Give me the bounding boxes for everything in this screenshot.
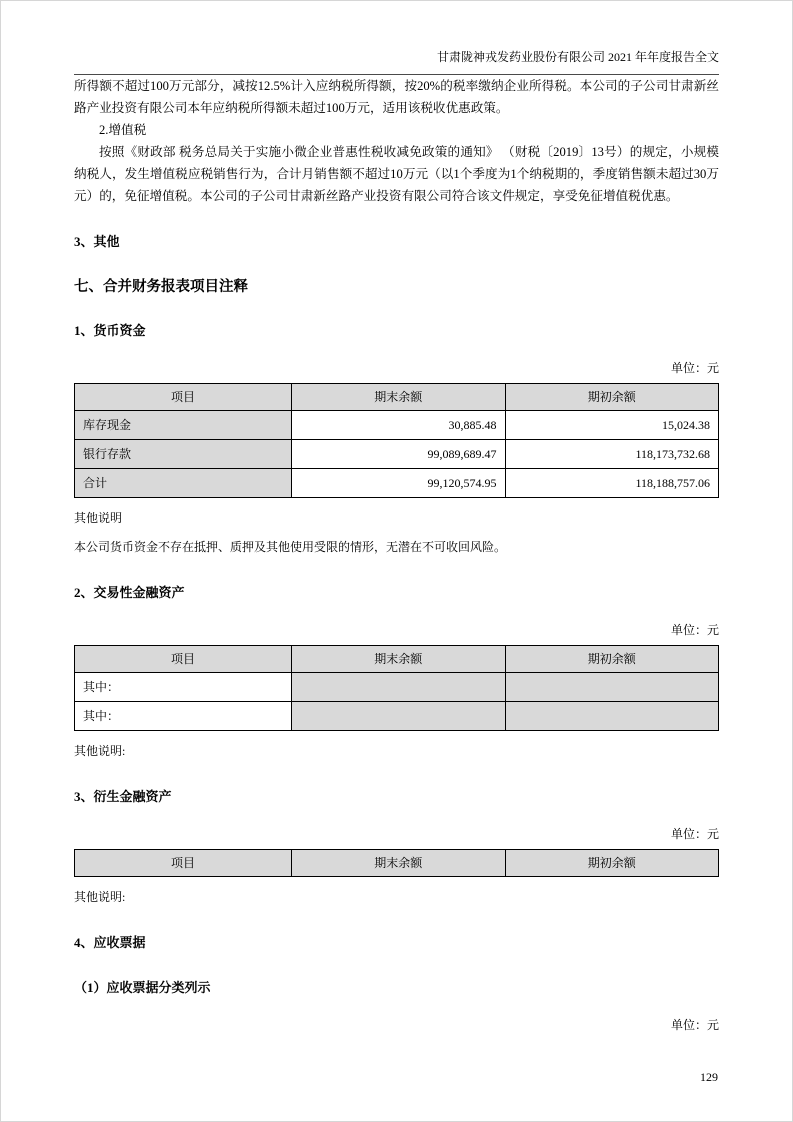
table-row [75,440,719,469]
paragraph-vat-title: 2.增值税 [99,123,147,137]
table-cell-label: 银行存款 [75,440,292,469]
monetary-funds-table [74,383,719,498]
note-title: 其他说明 [74,511,123,525]
table-header-ending-balance: 期末余额 [292,384,505,411]
heading-derivative-financial-assets: 3、衍生金融资产 [74,789,172,804]
table-header-beginning-balance: 期初余额 [505,646,719,673]
heading-section-7: 七、合并财务报表项目注释 [74,279,248,295]
unit-label: 单位：元 [670,623,719,637]
heading-notes-receivable: 4、应收票据 [74,935,146,950]
paragraph-vat: 按照《财政部 税务总局关于实施小微企业普惠性税收减免政策的通知》 （财税〔2019〕13号）的规定，小规模纳税人，发生增值税应税销售行为，合计月销售额不超过10万元（以1个季度为1个纳税期的，季度销售额未超过30万元）的，免征增值税。本公司的子公司甘肃新丝路产业投资有限公司符合该文件规定，享受免征增值税优惠。 [74,145,719,203]
table-cell-label: 合计 [75,469,292,498]
table-cell-value: 99,089,689.47 [292,440,505,469]
unit-label: 单位：元 [670,827,719,841]
paragraph-income-tax: 所得额不超过100万元部分，减按12.5%计入应纳税所得额，按20%的税率缴纳企业所得税。本公司的子公司甘肃新丝路产业投资有限公司本年应纳税所得额未超过100万元，适用该税收优惠政策。 [74,79,719,115]
heading-trading-financial-assets: 2、交易性金融资产 [74,585,185,600]
trading-financial-assets-table [74,645,719,731]
page-number: 129 [700,1070,718,1084]
table-row [75,411,719,440]
table-cell-value: 118,173,732.68 [505,440,719,469]
table-header-row [75,384,719,411]
table-header-item: 项目 [75,850,292,877]
table-cell-value: 99,120,574.95 [292,469,505,498]
table-cell-label: 库存现金 [75,411,292,440]
table-row [75,673,719,702]
table-header-item: 项目 [75,646,292,673]
table-row [75,702,719,731]
table-header-ending-balance: 期末余额 [292,646,505,673]
heading-monetary-funds: 1、货币资金 [74,323,146,338]
table-header-item: 项目 [75,384,292,411]
page-header [74,49,719,75]
note-title: 其他说明: [74,890,126,904]
table-row-total [75,469,719,498]
table-header-ending-balance: 期末余额 [292,850,505,877]
table-cell-value: 30,885.48 [292,411,505,440]
table-cell-empty [292,673,505,702]
table-header-beginning-balance: 期初余额 [505,850,719,877]
table-cell-label: 其中： [75,702,292,731]
table-cell-value: 15,024.38 [505,411,719,440]
heading-other: 3、其他 [74,234,120,249]
report-title: 甘肃陇神戎发药业股份有限公司 2021 年年度报告全文 [436,50,719,64]
table-cell-empty [505,673,719,702]
unit-label: 单位：元 [670,361,719,375]
note-text: 本公司货币资金不存在抵押、质押及其他使用受限的情形，无潜在不可收回风险。 [74,540,507,554]
table-cell-value: 118,188,757.06 [505,469,719,498]
unit-label: 单位：元 [670,1018,719,1032]
note-title: 其他说明: [74,744,126,758]
heading-notes-receivable-classification: （1）应收票据分类列示 [74,980,211,995]
table-cell-label: 其中： [75,673,292,702]
derivative-financial-assets-table [74,849,719,877]
table-cell-empty [292,702,505,731]
table-header-row [75,850,719,877]
table-header-beginning-balance: 期初余额 [505,384,719,411]
table-header-row [75,646,719,673]
table-cell-empty [505,702,719,731]
